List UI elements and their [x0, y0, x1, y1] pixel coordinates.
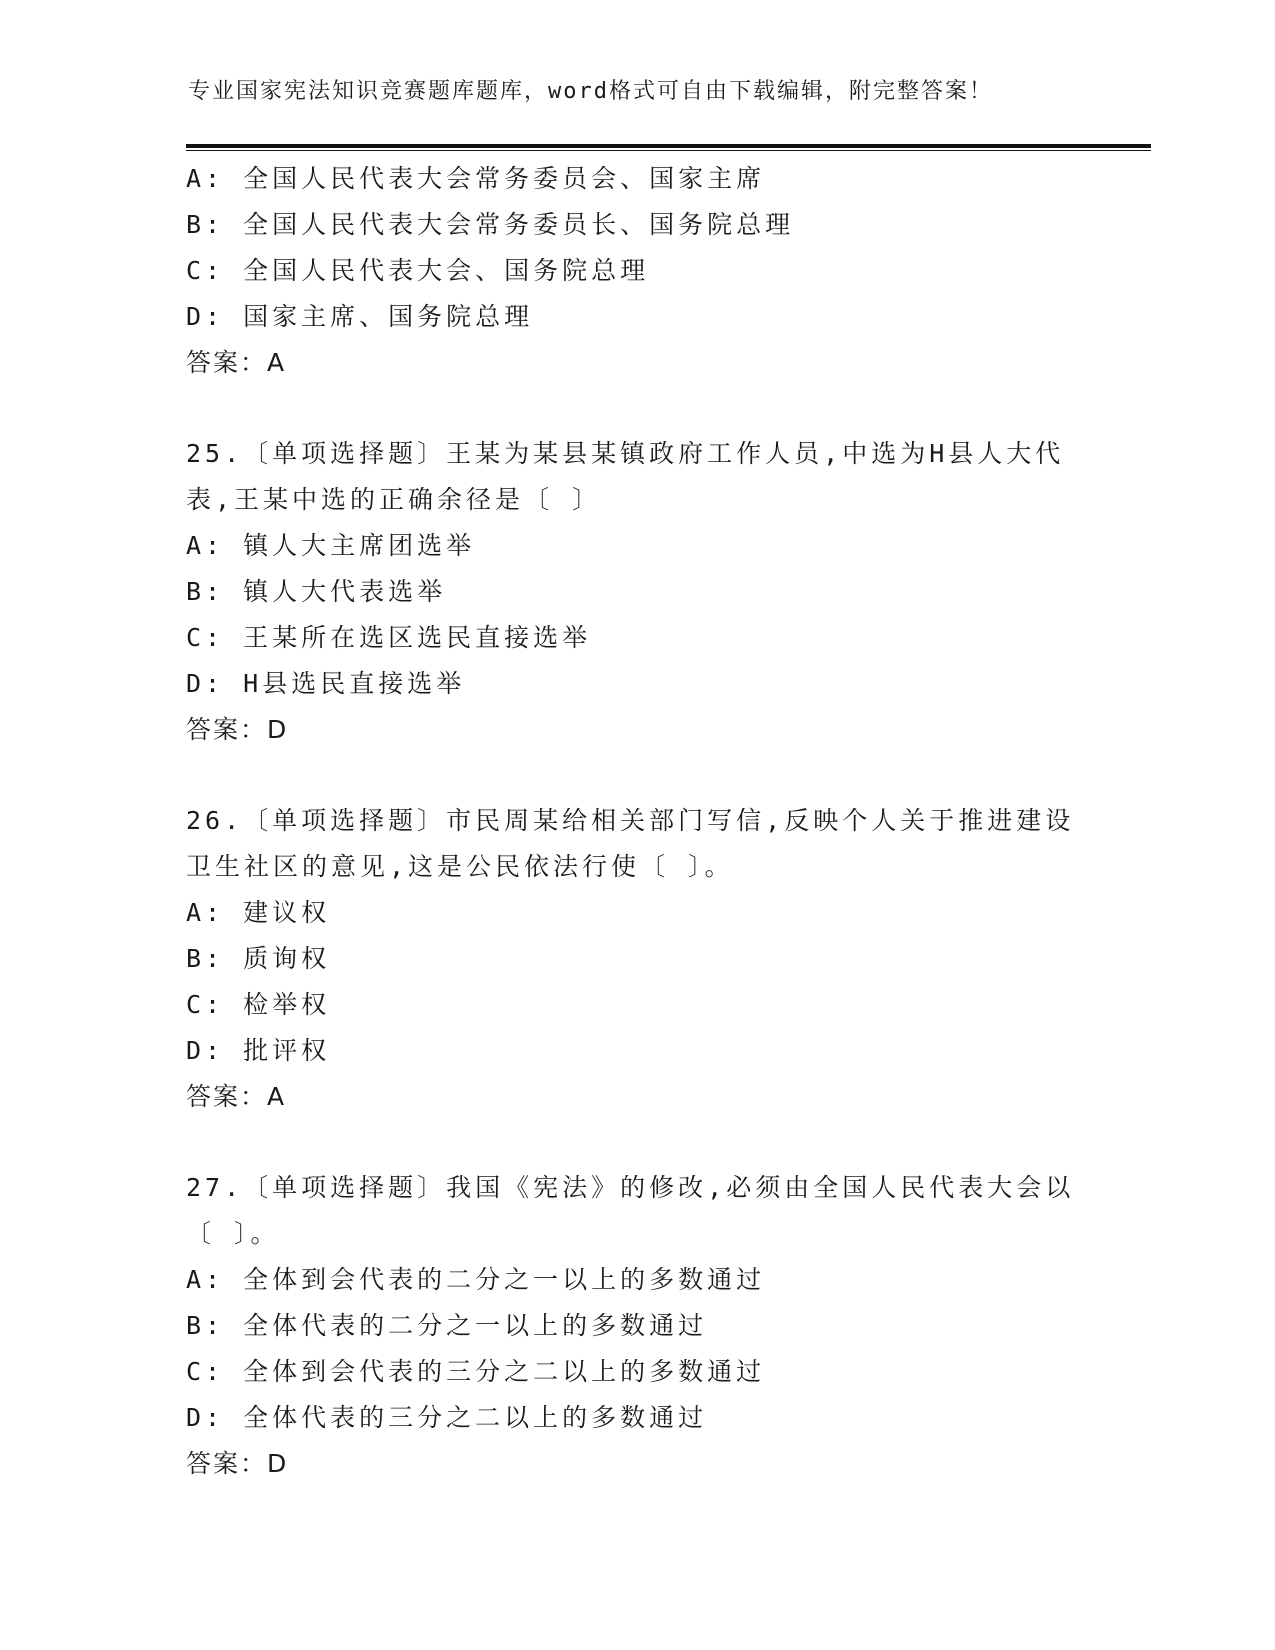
option-a: A: 全国人民代表大会常务委员会、国家主席	[186, 164, 766, 193]
question-stem-line: 27.〔单项选择题〕我国《宪法》的修改,必须由全国人民代表大会以	[186, 1173, 1075, 1202]
top-options-block	[186, 156, 1086, 386]
option-b: B: 全国人民代表大会常务委员长、国务院总理	[186, 210, 795, 239]
question-stem-line: 26.〔单项选择题〕市民周某给相关部门写信,反映个人关于推进建设	[186, 806, 1075, 835]
question-27	[186, 1165, 1086, 1487]
option-a: A: 建议权	[186, 898, 331, 927]
option-d: D: 批评权	[186, 1036, 331, 1065]
question-stem-line: 〔 〕。	[186, 1219, 280, 1248]
question-stem-line: 卫生社区的意见,这是公民依法行使〔 〕。	[186, 852, 734, 881]
question-stem-line: 表,王某中选的正确余径是〔 〕	[186, 485, 602, 514]
option-a: A: 镇人大主席团选举	[186, 531, 476, 560]
option-d: D: 全体代表的三分之二以上的多数通过	[186, 1403, 708, 1432]
header-divider-thin	[186, 150, 1151, 151]
option-c: C: 检举权	[186, 990, 331, 1019]
option-c: C: 全体到会代表的三分之二以上的多数通过	[186, 1357, 766, 1386]
answer-line: 答案：D	[186, 715, 289, 744]
option-c: C: 全国人民代表大会、国务院总理	[186, 256, 650, 285]
answer-line: 答案：A	[186, 1082, 287, 1111]
option-d: D: H县选民直接选举	[186, 669, 466, 698]
option-a: A: 全体到会代表的二分之一以上的多数通过	[186, 1265, 766, 1294]
answer-line: 答案：A	[186, 348, 287, 377]
question-stem-line: 25.〔单项选择题〕王某为某县某镇政府工作人员,中选为H县人大代	[186, 439, 1065, 468]
option-b: B: 全体代表的二分之一以上的多数通过	[186, 1311, 708, 1340]
option-b: B: 镇人大代表选举	[186, 577, 447, 606]
answer-line: 答案：D	[186, 1449, 289, 1478]
header-divider-thick	[186, 144, 1151, 148]
question-25	[186, 431, 1086, 753]
document-body	[186, 156, 1086, 1487]
option-b: B: 质询权	[186, 944, 331, 973]
page-header: 专业国家宪法知识竞赛题库题库，word格式可自由下载编辑，附完整答案！	[188, 79, 993, 104]
option-c: C: 王某所在选区选民直接选举	[186, 623, 592, 652]
question-26	[186, 798, 1086, 1120]
option-d: D: 国家主席、国务院总理	[186, 302, 534, 331]
